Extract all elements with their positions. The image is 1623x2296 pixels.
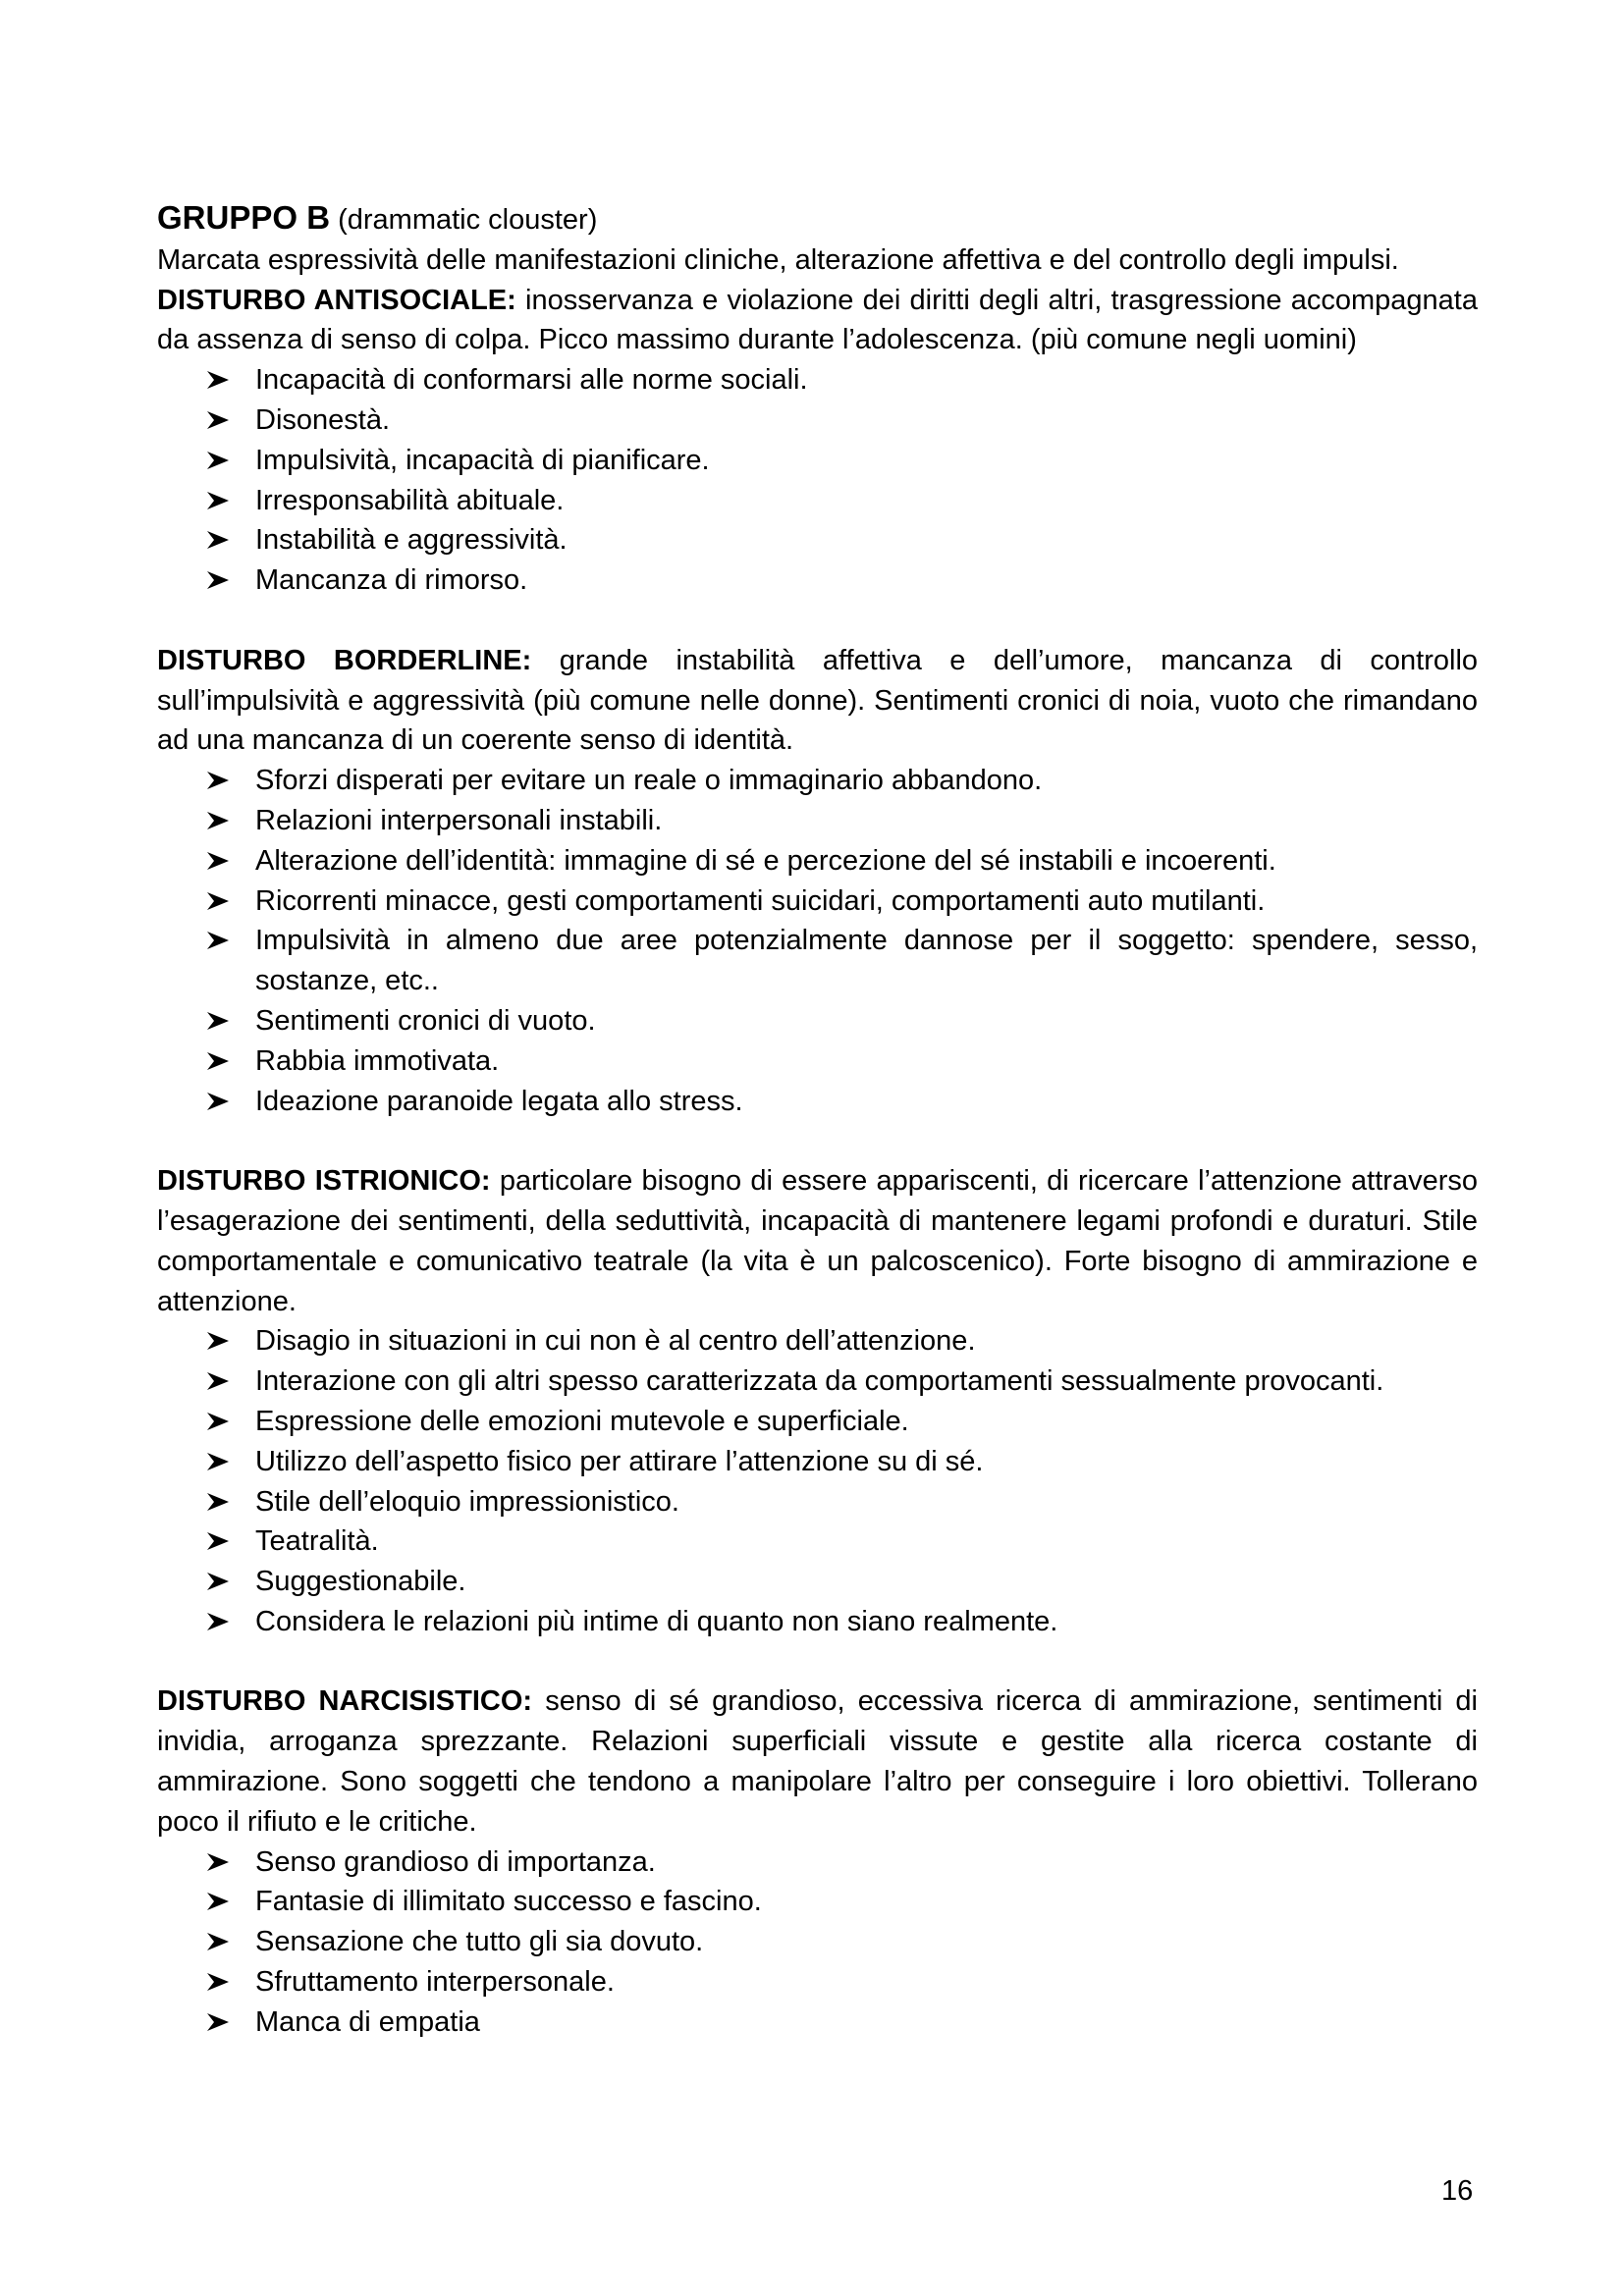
list-item (255, 360, 1478, 400)
label-colon: : (522, 1685, 533, 1718)
section-istrionico (157, 1161, 1478, 1642)
list-item (255, 441, 1478, 481)
arrow-bullet-icon (206, 1522, 236, 1562)
list-item-text: Rabbia immotivata. (255, 1044, 500, 1077)
list-item-text: Ideazione paranoide legata allo stress. (255, 1085, 743, 1117)
list-item (255, 1001, 1478, 1041)
list-item (255, 2002, 1478, 2043)
list-item (255, 400, 1478, 441)
arrow-bullet-icon (206, 921, 236, 961)
arrow-bullet-icon (206, 481, 236, 521)
page-number: 16 (1441, 2175, 1474, 2207)
label-colon: : (507, 284, 516, 316)
criteria-list (157, 1842, 1478, 2043)
arrow-bullet-icon (206, 1041, 236, 1082)
list-item (255, 1442, 1478, 1482)
arrow-bullet-icon (206, 881, 236, 922)
list-item-text: Relazioni interpersonali instabili. (255, 804, 663, 836)
list-item (255, 921, 1478, 1001)
section-description: inosservanza e violazione dei diritti degli altri, trasgressione accompagnata da assenza di senso di colpa. Picco massimo durante l’adolescenza. (più comune negli uomini) (157, 284, 1478, 356)
section-antisociale (157, 281, 1478, 601)
arrow-bullet-icon (206, 801, 236, 841)
section-label: DISTURBO ISTRIONICO (157, 1165, 481, 1198)
list-item-text: Ricorrenti minacce, gesti comportamenti suicidari, comportamenti auto mutilanti. (255, 884, 1266, 917)
criteria-list (157, 360, 1478, 601)
label-colon: : (521, 644, 532, 676)
arrow-bullet-icon (206, 1882, 236, 1922)
arrow-bullet-icon (206, 520, 236, 561)
group-heading (157, 198, 1478, 240)
list-item-text: Incapacità di conformarsi alle norme sociali. (255, 364, 808, 397)
list-item-text: Sfruttamento interpersonale. (255, 1966, 615, 1999)
list-item-text: Sentimenti cronici di vuoto. (255, 1004, 596, 1037)
list-item-text: Irresponsabilità abituale. (255, 484, 565, 516)
list-item-text: Impulsività, incapacità di pianificare. (255, 444, 710, 476)
list-item (255, 1962, 1478, 2002)
list-item-text: Senso grandioso di importanza. (255, 1845, 656, 1878)
list-item-text: Mancanza di rimorso. (255, 564, 528, 597)
arrow-bullet-icon (206, 400, 236, 441)
arrow-bullet-icon (206, 441, 236, 481)
arrow-bullet-icon (206, 1321, 236, 1362)
arrow-bullet-icon (206, 1362, 236, 1402)
section-description: senso di sé grandioso, eccessiva ricerca di ammirazione, sentimenti di invidia, arroganza sprezzante. Relazioni superficiali vissute e gestite alla ricerca costante di ammirazione. Sono soggetti che tendono a manipolare l’altro per conseguire i loro obiettivi. Tollerano poco il rifiuto e le critiche. (157, 1685, 1478, 1838)
section-description: grande instabilità affettiva e dell’umore, mancanza di controllo sull’impulsività e aggressività (più comune nelle donne). Sentimenti cronici di noia, vuoto che rimandano ad una mancanza di un coerente senso di identità. (157, 644, 1479, 757)
arrow-bullet-icon (206, 1562, 236, 1602)
list-item (255, 841, 1478, 881)
arrow-bullet-icon (206, 1001, 236, 1041)
list-item-text: Instabilità e aggressività. (255, 524, 568, 557)
arrow-bullet-icon (206, 1402, 236, 1442)
list-item (255, 1882, 1478, 1922)
list-item-text: Sforzi disperati per evitare un reale o immaginario abbandono. (255, 765, 1043, 797)
document-page (157, 198, 1478, 2043)
list-item (255, 1842, 1478, 1883)
criteria-list (157, 761, 1478, 1121)
section-intro (157, 281, 1478, 361)
arrow-bullet-icon (206, 1842, 236, 1883)
arrow-bullet-icon (206, 1442, 236, 1482)
list-item (255, 801, 1478, 841)
list-item-text: Disonestà. (255, 403, 391, 436)
list-item-text: Sensazione che tutto gli sia dovuto. (255, 1926, 704, 1958)
list-item-text: Suggestionabile. (255, 1566, 466, 1598)
list-item (255, 1321, 1478, 1362)
list-item (255, 1362, 1478, 1402)
group-subtitle: (drammatic clouster) (338, 204, 598, 236)
list-item-text: Utilizzo dell’aspetto fisico per attirare l’attenzione su di sé. (255, 1445, 984, 1477)
list-item (255, 1482, 1478, 1522)
list-item-text: Disagio in situazioni in cui non è al centro dell’attenzione. (255, 1325, 976, 1358)
list-item (255, 1602, 1478, 1642)
list-item (255, 761, 1478, 801)
list-item-text: Manca di empatia (255, 2005, 480, 2038)
list-item (255, 481, 1478, 521)
group-title: GRUPPO B (157, 199, 331, 236)
arrow-bullet-icon (206, 841, 236, 881)
list-item-text: Considera le relazioni più intime di quanto non siano realmente. (255, 1605, 1058, 1637)
arrow-bullet-icon (206, 561, 236, 601)
arrow-bullet-icon (206, 1602, 236, 1642)
arrow-bullet-icon (206, 761, 236, 801)
label-colon: : (480, 1165, 491, 1198)
list-item-text: Interazione con gli altri spesso caratterizzata da comportamenti sessualmente provocanti. (255, 1365, 1384, 1398)
list-item (255, 1522, 1478, 1562)
section-intro (157, 1161, 1478, 1321)
arrow-bullet-icon (206, 1082, 236, 1122)
arrow-bullet-icon (206, 1482, 236, 1522)
list-item-text: Espressione delle emozioni mutevole e superficiale. (255, 1405, 909, 1437)
group-description: Marcata espressività delle manifestazioni cliniche, alterazione affettiva e del controllo degli impulsi. (157, 243, 1399, 276)
arrow-bullet-icon (206, 2002, 236, 2043)
list-item-text: Alterazione dell’identità: immagine di sé e percezione del sé instabili e incoerenti. (255, 844, 1276, 877)
arrow-bullet-icon (206, 1922, 236, 1962)
list-item (255, 1562, 1478, 1602)
section-label: DISTURBO BORDERLINE (157, 644, 522, 676)
list-item (255, 1082, 1478, 1122)
list-item-text: Teatralità. (255, 1525, 379, 1558)
list-item (255, 1402, 1478, 1442)
section-narcisistico (157, 1682, 1478, 2042)
list-item (255, 1922, 1478, 1962)
list-item (255, 561, 1478, 601)
section-label: DISTURBO NARCISISTICO (157, 1685, 523, 1718)
list-item (255, 520, 1478, 561)
list-item (255, 881, 1478, 922)
list-item-text: Stile dell’eloquio impressionistico. (255, 1485, 679, 1518)
list-item (255, 1041, 1478, 1082)
section-borderline (157, 641, 1478, 1122)
arrow-bullet-icon (206, 360, 236, 400)
criteria-list (157, 1321, 1478, 1641)
list-item-text: Impulsività in almeno due aree potenzialmente dannose per il soggetto: spendere, sesso, sostanze, etc.. (255, 925, 1478, 997)
list-item-text: Fantasie di illimitato successo e fascino. (255, 1886, 762, 1918)
section-intro (157, 1682, 1478, 1842)
section-intro (157, 641, 1478, 761)
section-label: DISTURBO ANTISOCIALE (157, 284, 508, 316)
arrow-bullet-icon (206, 1962, 236, 2002)
section-description: particolare bisogno di essere appariscenti, di ricercare l’attenzione attraverso l’esagerazione dei sentimenti, della seduttività, incapacità di mantenere legami profondi e duraturi. Stile comportamentale e comunicativo teatrale (la vita è un palcoscenico). Forte bisogno di ammirazione e attenzione. (157, 1165, 1479, 1317)
